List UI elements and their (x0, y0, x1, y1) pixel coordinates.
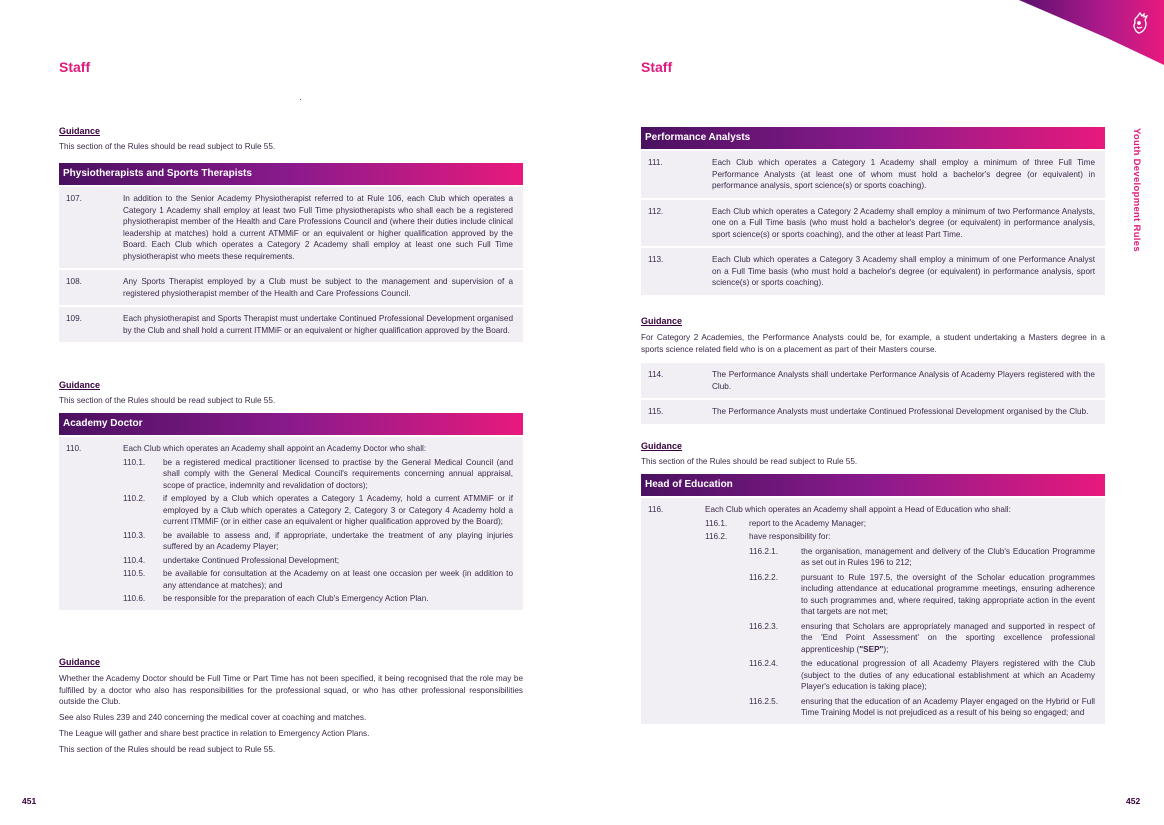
sub-sub-rule-text: the educational progression of all Academy Players registered with the Club (subject to the duties of any educational establishment at which an Academy Player's education is taking place); (801, 659, 1095, 691)
rule-text: Each Club which operates a Category 3 Academy shall employ a minimum of one Performance Analyst on a Full Time basis (who must hold a bachelor's degree (or equivalent) in performance analysis, sport science(s) or sports coaching). (712, 255, 1095, 287)
sub-sub-rule-number: 116.2.5. (749, 696, 778, 706)
sub-rule-text: be available for consultation at the Academy on at least one occasion per week (in addition to any attendance at matches); and (163, 569, 513, 590)
section-header: Performance Analysts (641, 127, 1105, 149)
sub-rule (705, 531, 1095, 543)
text-part: ); (883, 644, 889, 654)
rule-number: 110. (66, 444, 82, 453)
guidance-text: This section of the Rules should be read subject to Rule 55. (59, 744, 276, 754)
sub-rule-text: report to the Academy Manager; (749, 518, 866, 528)
corner-banner (1019, 0, 1164, 65)
guidance-text: For Category 2 Academies, the Performance Analysts could be, for example, a student undertaking a Masters degree in a sports science related field who is on a placement as part of their Masters course. (641, 333, 1105, 354)
rule-row (641, 498, 1105, 724)
sub-rule-number: 110.1. (123, 457, 146, 467)
sub-rule-number: 116.1. (705, 518, 728, 528)
sub-rule-text: be available to assess and, if appropriate, undertake the treatment of any playing injuries suffered by an Academy Player; (163, 530, 513, 551)
rule-text: Any Sports Therapist employed by a Club must be subject to the management and supervision of a registered physiotherapist member of the Health and Care Professions Council. (123, 277, 513, 298)
sub-rule-text: have responsibility for: (749, 532, 831, 541)
doctor-section (59, 413, 523, 610)
sub-sub-rule (749, 658, 1095, 693)
sub-rule-text: if employed by a Club which operates a Category 1 Academy, hold a current ATMMiF or if employed by a Club which operates a Category 2, Category 3 or Category 4 Academy hold a current ITMMiF (or in either case an equivalent or higher qualification approved by the Board); (163, 494, 513, 526)
rule-text: Each Club which operates a Category 2 Academy shall employ a minimum of two Performance Analysts, one on a Full Time basis (who must hold a bachelor's degree (or equivalent) in performance analysis, sport science(s) or sports coaching), and the other at least Part Time. (712, 206, 1095, 239)
guidance-text: This section of the Rules should be read subject to Rule 55. (59, 396, 276, 405)
sub-rule-text: be a registered medical practitioner licensed to practise by the General Medical Council (and shall comply with the General Medical Council's requirements concerning annual appraisal, scope of practice, indemnity and revalidation of doctors); (163, 457, 513, 490)
page-number-right: 452 (1126, 796, 1141, 806)
rule-text: In addition to the Senior Academy Physiotherapist referred to at Rule 106, each Club which operates a Category 1 Academy shall employ at least two Full Time physiotherapists who shall each be a registered physiotherapist member of the Health and Care Professions Council and (where their duties include clinical leadership at matches) hold a current ATMMiF or an equivalent or higher qualification approved by the Board. Each Club which operates a Category 2 Academy shall employ at least one such Full Time physiotherapist who meets these requirements. (123, 194, 513, 261)
analysts-rules-2 (641, 361, 1105, 424)
physio-section (59, 163, 523, 342)
rule-number: 109. (66, 314, 82, 323)
sub-rule-number: 110.6. (123, 594, 146, 603)
sub-rule-number: 110.4. (123, 555, 146, 565)
sub-rule (123, 457, 513, 492)
rule-text: The Performance Analysts shall undertake Performance Analysis of Academy Players registered with the Club. (712, 370, 1095, 391)
rule-row (641, 248, 1105, 295)
section-header: Academy Doctor (59, 413, 523, 435)
guidance-text: Whether the Academy Doctor should be Full Time or Part Time has not been specified, it being recognised that the role may be fulfilled by a doctor who also has responsibilities for the professional squad, or who has other professional responsibilities outside the Club. (59, 674, 523, 706)
rule-row (641, 151, 1105, 198)
page-number-left: 451 (22, 796, 37, 806)
sub-rule-text: be responsible for the preparation of each Club's Emergency Action Plan. (163, 594, 429, 603)
rule-number: 113. (648, 255, 664, 264)
sub-sub-rule-text: ensuring that the education of an Academy Player engaged on the Hybrid or Full Time Training Model is not prejudiced as a result of his being so engaged; and (801, 696, 1095, 717)
guidance-text: The League will gather and share best practice in relation to Emergency Action Plans. (59, 728, 370, 738)
defined-term: "SEP" (859, 644, 884, 654)
sub-rule-text: undertake Continued Professional Development; (163, 555, 340, 565)
guidance-heading: Guidance (59, 380, 101, 390)
sub-sub-rule-number: 116.2.4. (749, 659, 778, 668)
guidance-heading: Guidance (59, 657, 101, 667)
guidance-heading: Guidance (641, 441, 683, 451)
guidance-text: See also Rules 239 and 240 concerning the medical cover at coaching and matches. (59, 712, 367, 722)
rule-number: 115. (648, 407, 664, 416)
sub-rule (123, 555, 513, 567)
rule-number: 116. (648, 505, 664, 514)
section-header: Head of Education (641, 474, 1105, 496)
sub-rule-number: 116.2. (705, 532, 728, 541)
guidance-text: This section of the Rules should be read subject to Rule 55. (641, 457, 858, 466)
rule-text: The Performance Analysts must undertake Continued Professional Development organised by the Club. (712, 407, 1089, 416)
rule-text: Each Club which operates an Academy shall appoint a Head of Education who shall: (705, 505, 1011, 514)
sub-sub-rule (749, 546, 1095, 569)
education-section (641, 474, 1105, 724)
side-label: Youth Development Rules (1131, 128, 1142, 252)
sub-rule (123, 530, 513, 553)
sub-sub-rule-text (801, 621, 1095, 656)
rule-row (641, 400, 1105, 424)
stray-dot (300, 99, 301, 100)
page-title-right: Staff (641, 59, 673, 75)
sub-rule-number: 110.5. (123, 569, 146, 578)
sub-sub-rule (749, 621, 1095, 656)
rule-row (641, 363, 1105, 398)
sub-rule (705, 518, 1095, 530)
sub-rule-number: 110.3. (123, 530, 146, 540)
sub-sub-rule (749, 696, 1095, 719)
sub-sub-rule-number: 116.2.1. (749, 546, 778, 556)
sub-rule (123, 493, 513, 528)
sub-sub-rule (749, 572, 1095, 618)
sub-sub-rule-text: the organisation, management and delivery of the Club's Education Programme as set out in Rules 196 to 212; (801, 546, 1095, 567)
rule-number: 108. (66, 277, 82, 286)
section-header: Physiotherapists and Sports Therapists (59, 163, 523, 185)
rule-text: Each Club which operates an Academy shall appoint an Academy Doctor who shall: (123, 444, 427, 453)
analysts-section (641, 127, 1105, 295)
rule-number: 114. (648, 370, 664, 379)
rule-row (641, 200, 1105, 247)
rule-row (59, 437, 523, 610)
text-part: ensuring that Scholars are appropriately managed and supported in respect of the 'End Point Assessment' on the sporting excellence professional apprenticeship ( (801, 621, 1095, 654)
rule-row (59, 270, 523, 305)
sub-rule-number: 110.2. (123, 494, 146, 503)
rule-number: 111. (648, 158, 663, 167)
rule-number: 112. (648, 206, 664, 216)
guidance-heading: Guidance (641, 316, 683, 326)
guidance-heading: Guidance (59, 126, 101, 136)
sub-rule (123, 568, 513, 591)
rule-number: 107. (66, 194, 82, 203)
sub-sub-rule-text: pursuant to Rule 197.5, the oversight of the Scholar education programmes including attendance at educational programme meetings, ensuring adherence to such programmes and, where required, taking appropriate action in the event that targets are not met; (801, 572, 1095, 616)
page-title-left: Staff (59, 59, 91, 75)
rule-text: Each Club which operates a Category 1 Academy shall employ a minimum of three Full Time Performance Analysts (at least one of whom must hold a bachelor's degree (or equivalent) in performance analysis, sport science(s) or sports coaching). (712, 158, 1095, 190)
sub-sub-rule-number: 116.2.3. (749, 621, 778, 631)
doctor-guidance (59, 657, 523, 760)
sub-sub-rule-number: 116.2.2. (749, 572, 778, 582)
rule-text: Each physiotherapist and Sports Therapist must undertake Continued Professional Development organised by the Club and shall hold a current ITMMiF or an equivalent or higher qualification approved by the Board. (123, 314, 513, 335)
guidance-text: This section of the Rules should be read subject to Rule 55. (59, 142, 276, 151)
rule-row (59, 187, 523, 268)
rule-row (59, 307, 523, 342)
sub-rule (123, 593, 513, 605)
